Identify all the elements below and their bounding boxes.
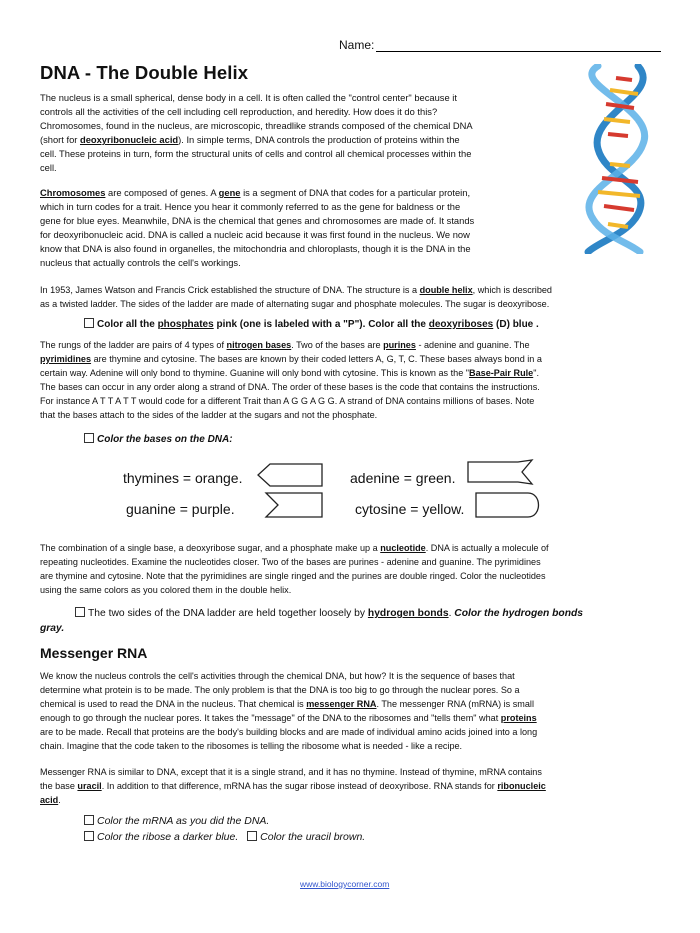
text-run: the base: [40, 781, 78, 792]
text-run: (short for: [40, 135, 80, 146]
text-line: [40, 283, 552, 297]
chromosomes-paragraph: [40, 186, 474, 271]
name-line[interactable]: [376, 39, 661, 52]
guanine-shape[interactable]: [264, 490, 326, 520]
text-line: [40, 200, 474, 214]
text-run: cell. These proteins in turn, form the structural units of cells and control all chemical processes within the: [40, 149, 472, 160]
checkbox-label: Color the mRNA as you did the DNA.: [97, 815, 270, 827]
text-run: are thymine and cytosine. The bases are known by their coded letters A, G, T, C. These bases always bond in a: [91, 354, 542, 365]
legend-adenine: adenine = green.: [350, 470, 456, 486]
key-term: nitrogen bases: [226, 340, 292, 350]
text-run: chemical is used to read the DNA in the nucleus. That chemical is: [40, 699, 307, 710]
text-line: [40, 683, 537, 697]
key-term: deoxyribonucleic acid: [79, 135, 179, 146]
nucleotide-paragraph: [40, 541, 549, 597]
legend-thymines: thymines = orange.: [123, 470, 243, 486]
text-run: that the bases attach to the sides of the ladder at the sugars and not the phosphate.: [40, 410, 378, 421]
checkbox[interactable]: [75, 607, 85, 617]
bases-paragraph: [40, 338, 542, 423]
text-run: . In addition to that difference, mRNA has the sugar ribose instead of deoxyribose. RNA stands for: [101, 781, 498, 792]
key-term: hydrogen bonds: [367, 608, 449, 619]
dna-helix-illustration: [568, 64, 668, 254]
text-run: .: [58, 795, 61, 806]
section-title-messenger-rna: Messenger RNA: [40, 645, 148, 661]
text-run: are to be made. Recall that proteins are the body's building blocks and are made of individual amino acids joined into a long: [40, 727, 538, 738]
checkbox-color-ribose[interactable]: [84, 831, 365, 843]
text-run: determine what protein is to be made. The only problem is that the DNA is too big to go through the nuclear pores. So a: [40, 685, 520, 696]
checkbox-label: Color the bases on the DNA:: [97, 434, 233, 445]
text-run: know that DNA is also found in organelles, the mitochondria and chloroplasts, though it is the DNA in the: [40, 244, 471, 255]
name-label: Name:: [339, 38, 375, 52]
cytosine-shape[interactable]: [474, 490, 544, 520]
text-line: [40, 697, 537, 711]
text-run: - adenine and guanine. The: [415, 340, 530, 350]
checkbox[interactable]: [84, 815, 94, 825]
text-run: The two sides of the DNA ladder are held together loosely by: [88, 608, 368, 619]
text-run: ). In simple terms, DNA controls the production of proteins within the: [178, 135, 460, 146]
text-line: [40, 408, 542, 422]
instruction-emphasis: gray.: [40, 623, 65, 634]
text-run: . Two of the bases are: [291, 340, 384, 350]
key-term: proteins: [500, 713, 537, 724]
text-run: are composed of genes. A: [105, 188, 219, 198]
key-term: double helix: [419, 285, 473, 295]
name-field[interactable]: [339, 38, 661, 52]
text-run: using the same colors as you colored them in the double helix.: [40, 585, 292, 596]
checkbox-label: Color the uracil brown.: [260, 831, 366, 843]
text-run: The bases can occur in any order along a strand of DNA. The order of these bases is the code that contains the instructions.: [40, 382, 540, 393]
text-line: [40, 569, 549, 583]
text-run: The nucleus is a small spherical, dense body in a cell. It is often called the "control center" because it: [40, 93, 457, 103]
text-run: for deoxyribonucleic acid. DNA is called a nucleic acid because it was first found in the nucleus. We now: [40, 230, 470, 241]
mrna-difference-paragraph: [40, 765, 546, 807]
text-run: which in turn codes for a trait. Hence you hear it commonly referred to as the gene for baldness or the: [40, 202, 461, 213]
text-run: , which is described: [472, 285, 552, 295]
text-line: [40, 91, 473, 105]
text-run: cell.: [40, 163, 57, 174]
key-term: messenger RNA: [306, 699, 377, 710]
page-title: DNA - The Double Helix: [40, 62, 249, 83]
key-term: pyrimidines: [40, 354, 92, 365]
text-line: [40, 352, 542, 366]
text-line: [40, 541, 549, 555]
text-run: . The messenger RNA (mRNA) is small: [376, 699, 534, 710]
text-run: repeating nucleotides. Examine the nucleotides closer. Two of the bases are purines - adenine and guanine. The pyrimidines: [40, 557, 541, 568]
adenine-shape[interactable]: [466, 458, 536, 486]
key-term: nucleotide: [380, 543, 426, 553]
text-run: In 1953, James Watson and Francis Crick established the structure of DNA. The structure is a: [40, 285, 420, 295]
text-line: [40, 161, 473, 175]
checkbox-color-bases-instruction[interactable]: [84, 433, 233, 445]
checkbox[interactable]: [84, 831, 94, 841]
text-line: [40, 147, 473, 161]
text-run: The combination of a single base, a deoxyribose sugar, and a phosphate make up a: [40, 543, 381, 553]
text-line: [40, 242, 474, 256]
text-run: are thymine and cytosine. Note that the pyrimidines are single ringed and the purines are double ringed. Color the nucleotides: [40, 571, 546, 582]
text-run: enough to go through the nuclear pores. It takes the "message" of the DNA to the ribosomes and "tells them" what: [40, 713, 501, 724]
text-line: [40, 133, 473, 147]
text-line: [40, 119, 473, 133]
key-term: gene: [218, 188, 241, 198]
structure-paragraph: [40, 283, 552, 311]
text-line: [40, 711, 537, 725]
text-line: [40, 725, 537, 739]
text-line: [40, 793, 546, 807]
text-run: is a segment of DNA that codes for a particular protein,: [240, 188, 471, 198]
text-line: [40, 555, 549, 569]
text-line: [40, 214, 474, 228]
text-line: [40, 380, 542, 394]
text-line: [40, 105, 473, 119]
checkbox-hydrogen-bonds-instruction[interactable]: [40, 606, 645, 636]
checkbox[interactable]: [84, 433, 94, 443]
checkbox-color-mrna[interactable]: [84, 815, 269, 827]
checkbox-phosphates-instruction[interactable]: [84, 318, 539, 330]
text-run: gene for blue eyes. Meanwhile, DNA is the chemical that genes and chromosomes are made of. It stands: [40, 216, 475, 227]
text-line: [40, 669, 537, 683]
text-line: [40, 338, 542, 352]
footer-link[interactable]: www.biologycorner.com: [300, 879, 390, 889]
text-run: Chromosomes, found in the nucleus, are microscopic, threadlike strands composed of the chemical DNA: [40, 121, 473, 132]
text-run: ".: [533, 368, 539, 379]
mrna-paragraph: [40, 669, 537, 754]
text-line: [40, 583, 549, 597]
text-run: For instance A T T A T T would code for a different Trait than A G G A G G. A strand of DNA contains millions of bases. Note: [40, 396, 535, 407]
text-run: (D) blue .: [493, 319, 539, 330]
instruction-emphasis: Color the hydrogen bonds: [454, 608, 584, 619]
text-line: [40, 739, 537, 753]
key-term: ribonucleic: [497, 781, 546, 792]
text-run: pink (one is labeled with a "P"). Color all the: [213, 319, 429, 330]
legend-cytosine: cytosine = yellow.: [355, 501, 465, 517]
text-run: controls all the activities of the cell including cell reproduction, and heredity. How does it do this?: [40, 107, 438, 118]
text-line: [40, 297, 552, 311]
text-run: The rungs of the ladder are pairs of 4 types of: [40, 340, 227, 350]
text-run: nucleus that actually controls the cell's workings.: [40, 258, 241, 269]
text-run: We know the nucleus controls the cell's activities through the chemical DNA, but how? It is the sequence of bases that: [40, 671, 515, 681]
text-line: [40, 366, 542, 380]
intro-paragraph: [40, 91, 473, 176]
checkbox-label: Color the ribose a darker blue.: [97, 831, 239, 843]
key-term: phosphates: [157, 319, 214, 330]
text-run: as a twisted ladder. The sides of the ladder are made of alternating sugar and phosphate molecules. The sugar is deoxyribose.: [40, 299, 550, 310]
checkbox[interactable]: [84, 318, 94, 328]
checkbox[interactable]: [247, 831, 257, 841]
key-term: acid: [40, 795, 59, 806]
thymine-shape[interactable]: [256, 462, 324, 488]
text-run: Color all the: [97, 319, 158, 330]
key-term: Base-Pair Rule: [469, 368, 534, 379]
text-run: . DNA is actually a molecule of: [425, 543, 549, 553]
key-term: deoxyriboses: [428, 319, 494, 330]
text-line: [40, 228, 474, 242]
text-line: [40, 186, 474, 200]
text-line: [40, 779, 546, 793]
key-term: uracil: [77, 781, 102, 792]
text-run: certain way. Adenine will only bond to thymine. Guanine will only bond with cytosine. This is known as the ": [40, 368, 470, 379]
text-run: Messenger RNA is similar to DNA, except that it is a single strand, and it has no thymine. Instead of thymine, mRNA contains: [40, 767, 542, 777]
text-run: .: [448, 608, 455, 619]
text-line: [40, 256, 474, 270]
legend-guanine: guanine = purple.: [126, 501, 235, 517]
text-line: [40, 765, 546, 779]
text-run: chain. Imagine that the code taken to the ribosomes is telling the ribosome what is needed - like a recipe.: [40, 741, 463, 752]
key-term: Chromosomes: [40, 188, 106, 198]
key-term: purines: [383, 340, 416, 350]
text-line: [40, 394, 542, 408]
